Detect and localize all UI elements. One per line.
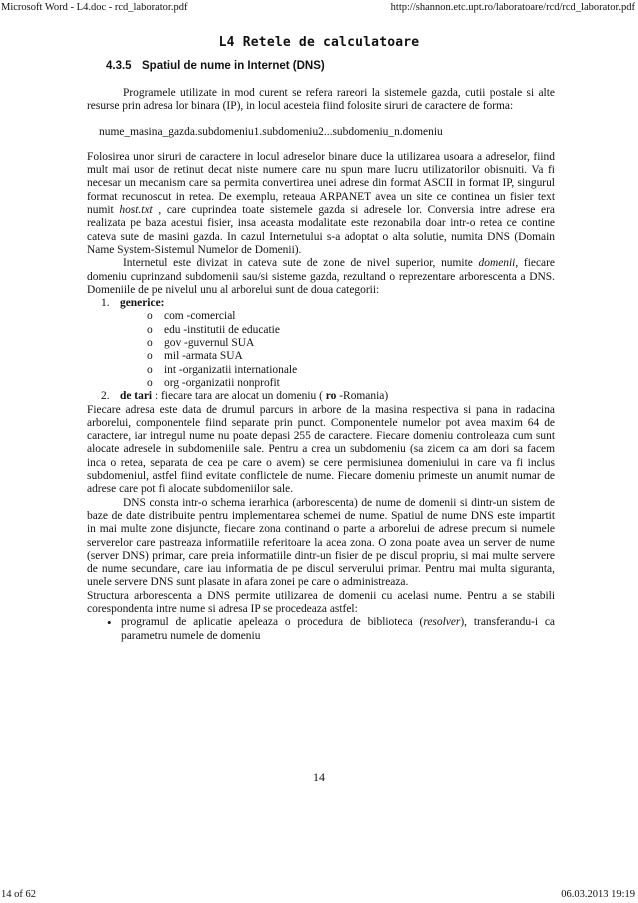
list-item: [147, 350, 555, 363]
name-format-example: nume_masina_gazda.subdomeniu1.subdomeniu2...subdomeniu_n.domeniu: [99, 125, 443, 138]
section-number: 4.3.5: [106, 60, 132, 72]
resolver-step-text-a: programul de aplicatie apeleaza o procedura de biblioteca (: [121, 616, 424, 629]
resolver-term: resolver: [423, 616, 461, 629]
browser-header-url: http://shannon.etc.upt.ro/laboratoare/rcd/rcd_laborator.pdf: [390, 2, 635, 13]
category-generic-number: 1.: [101, 297, 110, 310]
browser-header-title: Microsoft Word - L4.doc - rcd_laborator.pdf: [1, 2, 188, 13]
category-generic: [87, 297, 555, 310]
category-country-text-b: -Romania): [336, 390, 389, 403]
section-heading: [106, 60, 325, 72]
paragraph-ascii-text-a: Folosirea unor siruri de caractere in locul adreselor binare duce la utilizarea usoara a adreselor, fiind mult mai usor de retinut decat niste numere care nu spun mare lucru utilizatorilor obisnuiti. Va fi necesar un mecanism care sa permita convertirea unei adrese din format ASCII in format IP, singurul format recunoscut in retea. De exemplu, reteaua ARPANET avea un site ce continea un fisier text numit: [87, 150, 555, 217]
category-country-label: de tari: [120, 390, 153, 403]
generic-domain-entry: gov -guvernul SUA: [164, 337, 255, 350]
generic-domain-list: [87, 310, 555, 390]
paragraph-intro: Programele utilizate in mod curent se refera rareori la sistemele gazda, cutii postale si alte resurse prin adresa lor binara (IP), in locul acesteia fiind folosite siruri de caractere de forma:: [87, 87, 555, 113]
category-generic-label: generice:: [120, 297, 165, 310]
paragraph-domains-text-a: Internetul este divizat in cateva sute de zone de nivel superior, numite: [123, 257, 479, 270]
generic-domain-entry: mil -armata SUA: [164, 350, 243, 363]
list-item: [147, 337, 555, 350]
country-code-ro: ro: [325, 390, 337, 403]
category-country-number: 2.: [101, 390, 110, 403]
paragraph-ascii-text-b: , care cuprindea toate sistemele gazda si adresele lor. Conversia intre adrese era realizata pe baza acestui fisier, insa aceasta modalitate este rezonabila doar intr-o retea ce contine cateva sute de masini gazda. In cazul Internetului s-a adoptat o alta solutie, numita DNS (Domain Name System-Sistemul Numelor de Domenii).: [87, 204, 555, 256]
sub-bullet-icon: o: [147, 363, 153, 376]
resolver-step-text-b: ), transferandu-i ca parametru numele de domeniu: [121, 616, 556, 642]
list-item: [147, 364, 555, 377]
category-country-text-a: : fiecare tara are alocat un domeniu (: [152, 390, 326, 403]
document-body: [87, 87, 555, 643]
paragraph-address-path: Fiecare adresa este data de drumul parcurs in arbore de la masina respectiva si pana in radacina arborelui, componentele fiind separate prin punct. Componentele numelor pot avea maxim 64 de caractere, iar intregul nume nu poate depasi 255 de caractere. Fiecare domeniu controleaza cum sunt alocate adresele in subdomeniile sale. Pentru a crea un subdomeniu (sa zicem ca am dori sa facem inca o retea, separata de cea pe care o avem) se cere permisiunea domeniului in care va fi inclus subdomeniul, astfel fiind evitate conflictele de nume. Fiecare domeniu primeste un anumit numar de adrese care pot fi alocate subdomeniilor sale.: [87, 403, 555, 496]
list-item: [147, 324, 555, 337]
section-title: Spatiul de nume in Internet (DNS): [142, 60, 325, 72]
browser-footer-page-count: 14 of 62: [1, 889, 36, 900]
paragraph-domains: [87, 257, 555, 297]
category-country: [87, 390, 555, 403]
hosts-file-name: host.txt: [119, 204, 153, 217]
sub-bullet-icon: o: [147, 350, 153, 363]
list-item: [147, 310, 555, 323]
generic-domain-entry: int -organizatii internationale: [164, 363, 298, 376]
sub-bullet-icon: o: [147, 376, 153, 389]
bullet-icon: •: [107, 615, 112, 631]
document-title: L4 Retele de calculatoare: [218, 35, 420, 50]
resolver-step: [87, 616, 555, 643]
sub-bullet-icon: o: [147, 337, 153, 350]
paragraph-dns-schema: DNS consta intr-o schema ierarhica (arborescenta) de nume de domenii si dintr-un sistem de baze de date distribuite pentru implementarea schemei de nume. Spatiul de nume DNS este impartit in mai multe zone disjuncte, fiecare zona continand o parte a arborelui de adrese precum si numele serverelor care pastreaza informatiile referitoare la acea zona. O zona poate avea un server de nume (server DNS) primar, care preia informatiile dintr-un fisier de pe discul propriu, si mai multe servere de nume secundare, care iau informatia de pe discul serverului primar. Pentru mai multa siguranta, unele servere DNS sunt plasate in afara zonei pe care o administreaza.: [87, 496, 555, 589]
paragraph-domains-text-b: , fiecare domeniu cuprinzand subdomenii sau/si sisteme gazda, rezultand o reprezentare arborescenta a DNS. Domeniile de pe nivelul unu al arborelui sunt de doua categorii:: [87, 257, 555, 296]
generic-domain-entry: com -comercial: [164, 310, 236, 323]
sub-bullet-icon: o: [147, 310, 153, 323]
generic-domain-entry: org -organizatii nonprofit: [164, 376, 280, 389]
browser-footer-datetime: 06.03.2013 19:19: [561, 889, 635, 900]
domains-term: domenii: [478, 257, 516, 270]
generic-domain-entry: edu -institutii de educatie: [164, 323, 280, 336]
page-number: 14: [313, 770, 325, 784]
paragraph-ascii-conversion: [87, 151, 555, 257]
paragraph-tree-structure: Structura arborescenta a DNS permite utilizarea de domenii cu acelasi nume. Pentru a se stabili corespondenta intre nume si adresa IP se procedeaza astfel:: [87, 589, 555, 615]
list-item: [147, 377, 555, 390]
sub-bullet-icon: o: [147, 323, 153, 336]
